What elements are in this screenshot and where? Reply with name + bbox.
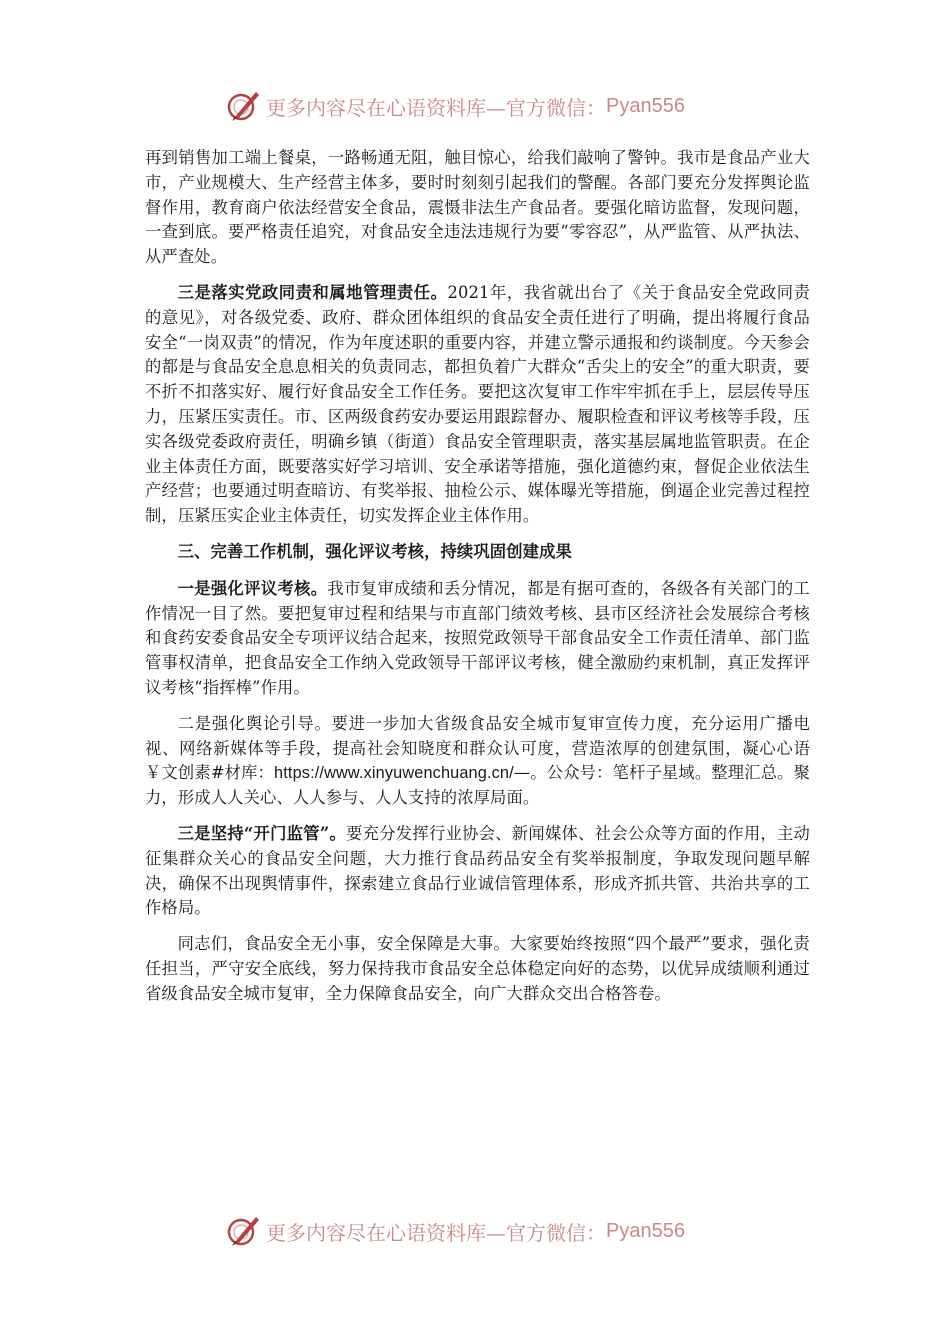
paragraph-4 xyxy=(145,712,810,811)
website-url-link[interactable]: https://www.xinyuwenchuang.cn/ xyxy=(274,764,514,783)
header-watermark xyxy=(226,86,685,126)
watermark-wechat-id: Pyan556 xyxy=(606,1219,685,1242)
paragraph-3-body: 我市复审成绩和丢分情况，都是有据可查的，各级各有关部门的工作情况一目了然。要把复审过程和结果与市直部门绩效考核、县市区经济社会发展综合考核和食药安委食品安全专项评议结合起来，按照党政领导干部食品安全工作责任清单、部门监管事权清单，把食品安全工作纳入党政领导干部评议考核，健全激励约束机制，真正发挥评议考核“指挥棒”作用。 xyxy=(145,578,810,697)
document-body xyxy=(145,146,810,1018)
watermark-text: 更多内容尽在心语资料库—官方微信： xyxy=(266,1220,606,1245)
watermark-wechat-id: Pyan556 xyxy=(606,94,685,117)
paragraph-5-lead: 三是坚持“开门监管”。 xyxy=(177,823,347,843)
paragraph-4-text-a: 二是强化舆论引导。要进一步加大省级食品安全城市复审宣传力度，充分运用广播电视、网络新媒体等手段，提高社会知晓度和群众认可度，营造浓厚的创建氛围，凝心心语￥文创素#材库： xyxy=(145,713,810,783)
paragraph-2-lead: 三是落实党政同责和属地管理责任。 xyxy=(177,282,448,302)
quill-pen-seal-icon xyxy=(226,88,262,124)
paragraph-3 xyxy=(145,577,810,701)
footer-watermark xyxy=(226,1211,685,1251)
section-heading-3-text: 三、完善工作机制，强化评议考核，持续巩固创建成果 xyxy=(177,541,572,561)
paragraph-2-body: 2021年，我省就出台了《关于食品安全党政同责的意见》，对各级党委、政府、群众团体组织的食品安全责任进行了明确，提出将履行食品安全“一岗双责”的情况，作为年度述职的重要内容，并建立警示通报和约谈制度。今天参会的都是与食品安全息息相关的负责同志，都担负着广大群众“舌尖上的安全”的重大职责，要不折不扣落实好、履行好食品安全工作任务。要把这次复审工作牢牢抓在手上，层层传导压力，压紧压实责任。市、区两级食药安办要运用跟踪督办、履职检查和评议考核等手段，压实各级党委政府责任，明确乡镇（街道）食品安全管理职责，落实基层属地监管职责。在企业主体责任方面，既要落实好学习培训、安全承诺等措施，强化道德约束，督促企业依法生产经营；也要通过明查暗访、有奖举报、抽检公示、媒体曝光等措施，倒逼企业完善过程控制，压紧压实企业主体责任，切实发挥企业主体作用。 xyxy=(145,282,811,526)
quill-pen-seal-icon xyxy=(226,1213,262,1249)
paragraph-2 xyxy=(145,281,810,529)
paragraph-5 xyxy=(145,822,810,921)
section-heading-3 xyxy=(145,540,810,565)
paragraph-4-text-b: —。公众号：笔杆子星域。整理汇总。聚力，形成人人关心、人人参与、人人支持的浓厚局面。 xyxy=(145,763,811,808)
paragraph-5-body: 要充分发挥行业协会、新闻媒体、社会公众等方面的作用，主动征集群众关心的食品安全问题，大力推行食品药品安全有奖举报制度，争取发现问题早解决，确保不出现舆情事件，探索建立食品行业诚信管理体系，形成齐抓共管、共治共享的工作格局。 xyxy=(145,823,810,918)
paragraph-1: 再到销售加工端上餐桌，一路畅通无阻，触目惊心，给我们敲响了警钟。我市是食品产业大市，产业规模大、生产经营主体多，要时时刻刻引起我们的警醒。各部门要充分发挥舆论监督作用，教育商户依法经营安全食品，震慑非法生产食品者。要强化暗访监督，发现问题，一查到底。要严格责任追究，对食品安全违法违规行为要“零容忍”，从严监管、从严执法、从严查处。 xyxy=(145,148,810,267)
paragraph-3-lead: 一是强化评议考核。 xyxy=(177,578,328,598)
watermark-text: 更多内容尽在心语资料库—官方微信： xyxy=(266,95,606,120)
paragraph-6: 同志们，食品安全无小事，安全保障是大事。大家要始终按照“四个最严”要求，强化责任担当，严守安全底线，努力保持我市食品安全总体稳定向好的态势，以优异成绩顺利通过省级食品安全城市复审，全力保障食品安全，向广大群众交出合格答卷。 xyxy=(145,934,810,1003)
